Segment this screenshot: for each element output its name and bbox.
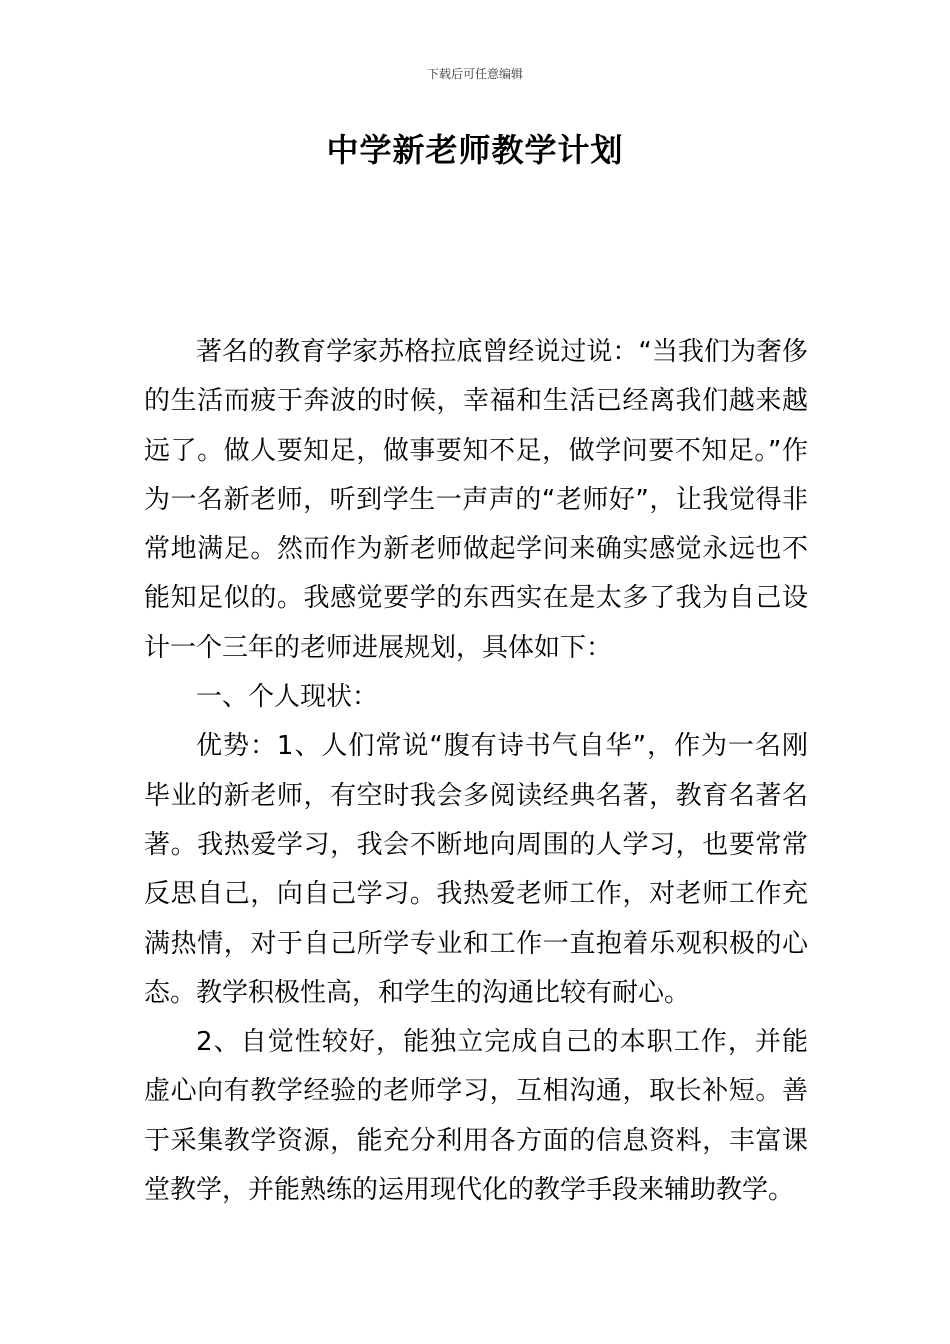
paragraph-strengths-1: 优势：1、人们常说“腹有诗书气自华”，作为一名刚毕业的新老师，有空时我会多阅读经典名著，教育名著名著。我热爱学习，我会不断地向周围的人学习，也要常常反思自己，向自己学习。我热爱老师工作，对老师工作充满热情，对于自己所学专业和工作一直抱着乐观积极的心态。教学积极性高，和学生的沟通比较有耐心。 <box>144 731 808 1008</box>
paragraph-strengths-2: 2、自觉性较好，能独立完成自己的本职工作，并能虚心向有教学经验的老师学习，互相沟通，取长补短。善于采集教学资源，能充分利用各方面的信息资料，丰富课堂教学，并能熟练的运用现代化的教学手段来辅助教学。 <box>144 1027 808 1206</box>
header-note: 下载后可任意编辑 <box>426 67 523 81</box>
document-title: 中学新老师教学计划 <box>326 131 624 169</box>
document-body <box>144 328 808 1215</box>
paragraph-section-heading: 一、个人现状： <box>196 682 379 713</box>
paragraph-intro: 著名的教育学家苏格拉底曾经说过说：“当我们为奢侈的生活而疲于奔波的时候，幸福和生活已经离我们越来越远了。做人要知足，做事要知不足，做学问要不知足。”作为一名新老师，听到学生一声声的“老师好”，让我觉得非常地满足。然而作为新老师做起学问来确实感觉永远也不能知足似的。我感觉要学的东西实在是太多了我为自己设计一个三年的老师进展规划，具体如下： <box>144 337 808 663</box>
